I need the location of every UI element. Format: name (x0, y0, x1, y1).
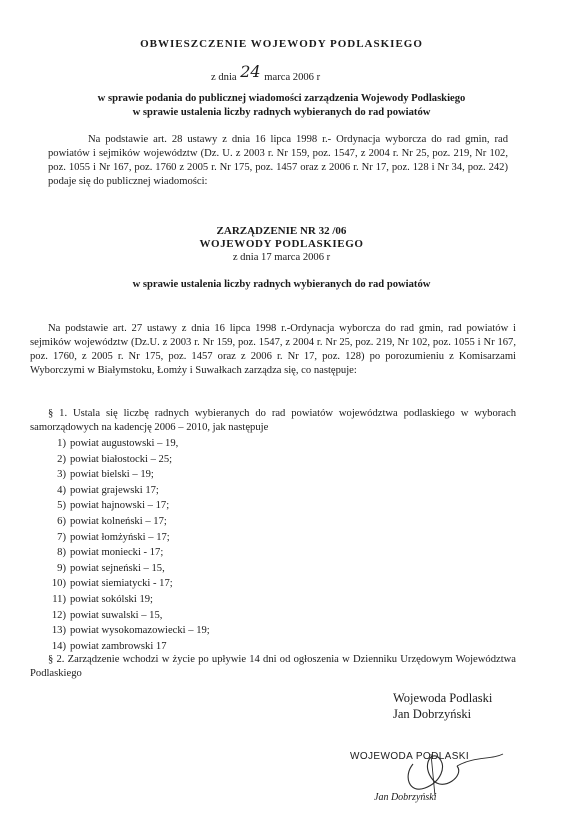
county-list-item (46, 562, 210, 578)
county-item-text: powiat kolneński – 17; (70, 515, 167, 527)
order-date: z dnia 17 marca 2006 r (232, 252, 331, 263)
county-item-text: powiat sokólski 19; (70, 593, 153, 605)
county-item-text: powiat białostocki – 25; (70, 453, 173, 465)
order-basis-paragraph: Na podstawie art. 27 ustawy z dnia 16 lipca 1998 r.-Ordynacja wyborcza do rad gmin, rad powiatów i sejmików województw (Dz.U. z 2003 r. Nr 159, poz. 1547, z 2004 r. Nr 25, poz. 219, Nr 102, poz. 1055 i Nr 167, poz. 1760, z 2005 r. Nr 175, poz. 1457 oraz z 2006 r. Nr 17, poz. 128) po porozumieniu z Komisarzami Wyborczymi w Białymstoku, Łomży i Suwałkach zarządza się, co następuje: (30, 323, 516, 376)
county-list-item (46, 499, 210, 515)
order-title-line1: ZARZĄDZENIE NR 32 /06 (216, 225, 347, 237)
county-list-item (46, 546, 210, 562)
announcement-subject-line2: w sprawie ustalenia liczby radnych wybieranych do rad powiatów (132, 107, 431, 118)
county-item-text: powiat augustowski – 19, (70, 438, 179, 449)
county-list-item (46, 624, 210, 640)
county-item-number: 13) (51, 625, 66, 637)
announcement-title: OBWIESZCZENIE WOJEWODY PODLASKIEGO (140, 38, 423, 50)
county-item-text: powiat wysokomazowiecki – 19; (70, 625, 210, 637)
signatory-role: Wojewoda Podlaski (393, 691, 493, 705)
announcement-subject-line1: w sprawie podania do publicznej wiadomości zarządzenia Wojewody Podlaskiego (97, 93, 466, 104)
county-item-number: 10) (51, 578, 66, 590)
county-list (46, 437, 210, 655)
announcement-date (211, 64, 320, 85)
announcement-basis-paragraph: Na podstawie art. 28 ustawy z dnia 16 lipca 1998 r.- Ordynacja wyborcza do rad gmin, rad powiatów i sejmików województw (Dz. U. z 2003 r. Nr 159, poz. 1547, z 2004 r. Nr 25, poz. 219, Nr 102, poz. 1055 i Nr 167, poz. 1760 z 2005 r. Nr 175, poz. 1457 oraz z 2006 r. Nr 17, poz. 128 i Nr 34, poz. 242) podaje się do publicznej wiadomości: (48, 134, 508, 187)
county-list-item (46, 484, 210, 500)
order-subject: w sprawie ustalenia liczby radnych wybieranych do rad powiatów (132, 279, 431, 290)
county-item-text: powiat sejneński – 15, (70, 562, 165, 574)
county-list-item (46, 577, 210, 593)
county-item-text: powiat suwalski – 15, (70, 609, 163, 621)
county-item-text: powiat łomżyński – 17; (70, 531, 170, 543)
date-suffix: marca 2006 r (264, 72, 321, 83)
county-list-item (46, 593, 210, 609)
county-item-number: 14) (51, 640, 66, 652)
county-item-number: 4) (57, 484, 66, 496)
county-list-item (46, 531, 210, 547)
county-item-text: powiat bielski – 19; (70, 469, 154, 481)
county-item-number: 11) (52, 593, 66, 605)
county-list-item (46, 609, 210, 625)
county-item-number: 7) (57, 531, 66, 543)
section2-paragraph: § 2. Zarządzenie wchodzi w życie po upływie 14 dni od ogłoszenia w Dzienniku Urzędowym Województwa Podlaskiego (30, 654, 516, 679)
county-item-number: 6) (57, 515, 66, 527)
county-item-text: powiat hajnowski – 17; (70, 500, 170, 512)
county-item-text: powiat zambrowski 17 (70, 640, 167, 652)
county-item-text: powiat moniecki - 17; (70, 547, 164, 559)
county-list-item (46, 515, 210, 531)
county-item-number: 5) (57, 500, 66, 512)
county-item-number: 2) (57, 453, 66, 465)
county-item-number: 3) (57, 469, 66, 481)
signatory-name: Jan Dobrzyński (393, 707, 472, 721)
county-item-number: 9) (57, 562, 66, 574)
date-prefix: z dnia (211, 72, 237, 83)
county-item-number: 1) (57, 438, 66, 449)
official-stamp: WOJEWODA PODLASKI (350, 751, 470, 762)
county-item-number: 8) (57, 547, 66, 559)
county-item-text: powiat siemiatycki - 17; (70, 578, 173, 590)
signature-handwritten-name: Jan Dobrzyński (374, 792, 437, 803)
county-item-text: powiat grajewski 17; (70, 484, 159, 496)
county-list-item (46, 437, 210, 453)
section1-intro: § 1. Ustala się liczbę radnych wybieranych do rad powiatów województwa podlaskiego w wyborach samorządowych na kadencję 2006 – 2010, jak następuje (30, 408, 516, 433)
order-title-line2: WOJEWODY PODLASKIEGO (199, 238, 364, 250)
county-list-item (46, 453, 210, 469)
county-item-number: 12) (51, 609, 66, 621)
county-list-item (46, 468, 210, 484)
handwritten-day: 24 (240, 62, 261, 81)
